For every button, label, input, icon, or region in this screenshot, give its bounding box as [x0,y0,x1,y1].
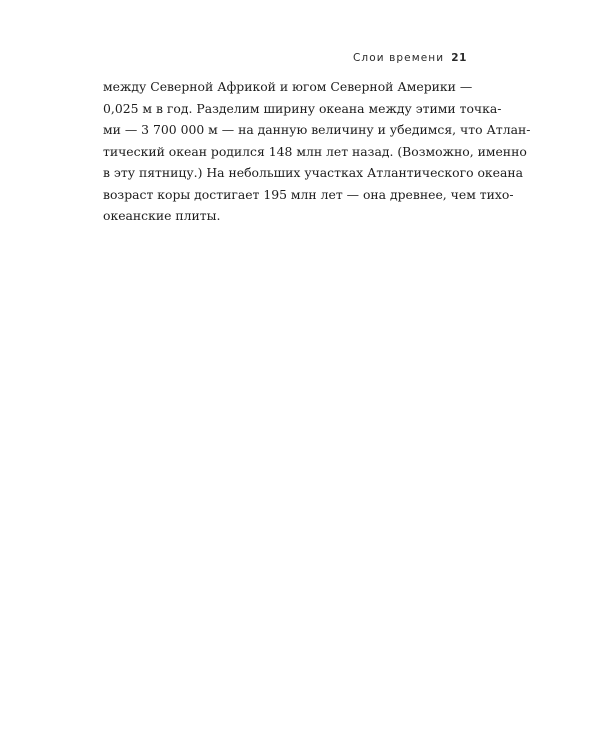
text-line: океанские плиты. [103,208,221,223]
text-line: возраст коры достигает 195 млн лет — она древнее, чем тихо- [103,186,514,202]
text-line: между Северной Африкой и югом Северной Америки — [103,79,473,94]
text-line: тический океан родился 148 млн лет назад. (Возможно, именно [103,143,527,159]
page-number: 21 [451,52,467,64]
chapter-title: Слои времени [352,52,445,64]
running-header [353,52,467,64]
text-line: 0,025 м в год. Разделим ширину океана между этими точка- [103,100,502,116]
body-paragraph [103,76,531,227]
text-line: в эту пятницу.) На небольших участках Атлантического океана [103,165,524,180]
text-line: ми — 3 700 000 м — на данную величину и убедимся, что Атлан- [103,122,531,137]
